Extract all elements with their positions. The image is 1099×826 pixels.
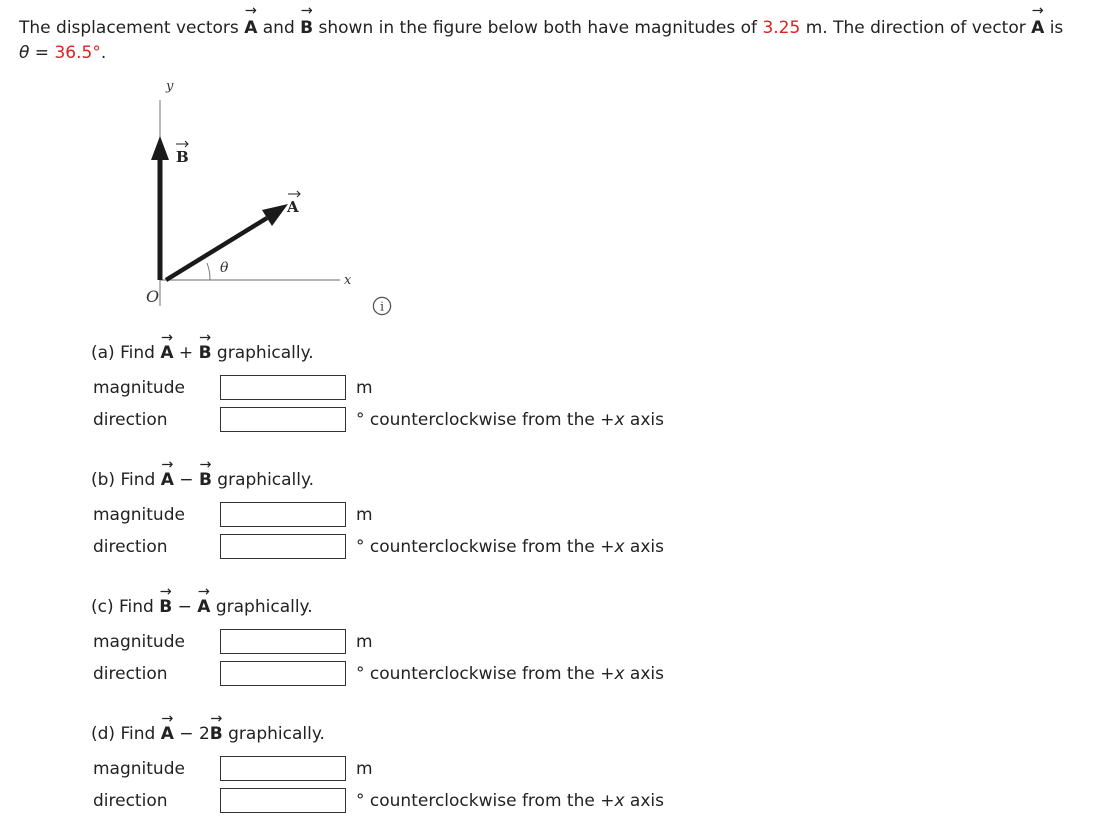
part-b-direction-input[interactable]: [220, 534, 346, 559]
vector-symbol: → A: [197, 597, 210, 617]
magnitude-label: magnitude: [93, 505, 185, 525]
part-a-title: (a) Find → A + → B graphically.: [91, 343, 314, 363]
part-a-magnitude-row: [91, 374, 791, 404]
vector-a-symbol: → A: [1031, 16, 1044, 41]
vector-symbol: → B: [199, 343, 212, 363]
info-icon[interactable]: [372, 296, 392, 316]
direction-unit: ° counterclockwise from the +x axis: [356, 537, 664, 557]
magnitude-unit: m: [356, 505, 373, 525]
part-c-magnitude-input[interactable]: [220, 629, 346, 654]
vector-b-symbol: → B: [300, 16, 313, 41]
y-axis-label: y: [166, 79, 174, 94]
part-d-direction-input[interactable]: [220, 788, 346, 813]
direction-unit: ° counterclockwise from the +x axis: [356, 791, 664, 811]
vector-symbol: → A: [160, 343, 173, 363]
part-b-magnitude-row: [91, 501, 791, 531]
magnitude-unit: m: [356, 759, 373, 779]
vector-a-shaft: [166, 218, 267, 280]
direction-label: direction: [93, 410, 168, 430]
part-c: [91, 597, 791, 697]
magnitude-unit: m: [356, 632, 373, 652]
intro-text: m. The direction of vector: [800, 18, 1032, 38]
problem-line-1: [19, 16, 1099, 41]
magnitude-label: magnitude: [93, 632, 185, 652]
part-a-magnitude-input[interactable]: [220, 375, 346, 400]
part-b-title: (b) Find → A − → B graphically.: [91, 470, 314, 490]
part-c-magnitude-row: [91, 628, 791, 658]
theta-symbol: θ: [19, 43, 30, 63]
x-axis-label: x: [344, 273, 352, 288]
intro-text: and: [257, 18, 301, 38]
intro-text: is: [1044, 18, 1064, 38]
direction-label: direction: [93, 791, 168, 811]
figure-theta-label: θ: [220, 260, 229, 276]
vector-b-arrowhead: [151, 136, 169, 160]
part-c-direction-row: [91, 660, 791, 690]
magnitude-unit: m: [356, 378, 373, 398]
vector-a-arrowhead: [262, 204, 288, 226]
figure-label-a: A: [287, 198, 299, 216]
intro-text: The displacement vectors: [19, 18, 245, 38]
figure-label-a-arrow: [288, 191, 300, 197]
part-d-title: (d) Find → A − 2→ B graphically.: [91, 724, 325, 744]
part-b-magnitude-input[interactable]: [220, 502, 346, 527]
part-d-magnitude-input[interactable]: [220, 756, 346, 781]
vector-symbol: → B: [159, 597, 172, 617]
intro-text: .: [100, 43, 107, 63]
problem-statement: [19, 16, 1099, 66]
magnitude-label: magnitude: [93, 378, 185, 398]
origin-label: O: [146, 287, 160, 306]
vector-diagram: [130, 76, 370, 316]
problem-line-2: [19, 41, 1099, 66]
part-d-magnitude-row: [91, 755, 791, 785]
part-a-direction-input[interactable]: [220, 407, 346, 432]
vector-symbol: → A: [161, 724, 174, 744]
vector-symbol: → B: [210, 724, 223, 744]
part-c-title: (c) Find → B − → A graphically.: [91, 597, 313, 617]
equals-sign: =: [29, 43, 55, 63]
intro-text: shown in the figure below both have magnitudes of: [313, 18, 763, 38]
vector-a-symbol: → A: [244, 16, 257, 41]
vector-symbol: → B: [199, 470, 212, 490]
part-c-direction-input[interactable]: [220, 661, 346, 686]
direction-unit: ° counterclockwise from the +x axis: [356, 664, 664, 684]
direction-unit: ° counterclockwise from the +x axis: [356, 410, 664, 430]
direction-label: direction: [93, 664, 168, 684]
given-angle: 36.5°: [54, 43, 101, 63]
part-b: [91, 470, 791, 570]
info-icon-glyph: i: [380, 299, 384, 314]
part-b-direction-row: [91, 533, 791, 563]
part-d-direction-row: [91, 787, 791, 817]
magnitude-label: magnitude: [93, 759, 185, 779]
vector-symbol: → A: [161, 470, 174, 490]
theta-arc: [207, 263, 210, 280]
part-a: [91, 343, 791, 443]
figure-label-b: B: [176, 148, 189, 166]
given-magnitude: 3.25: [762, 18, 801, 38]
direction-label: direction: [93, 537, 168, 557]
part-a-direction-row: [91, 406, 791, 436]
part-d: [91, 724, 791, 824]
figure-label-b-arrow: [176, 141, 188, 147]
